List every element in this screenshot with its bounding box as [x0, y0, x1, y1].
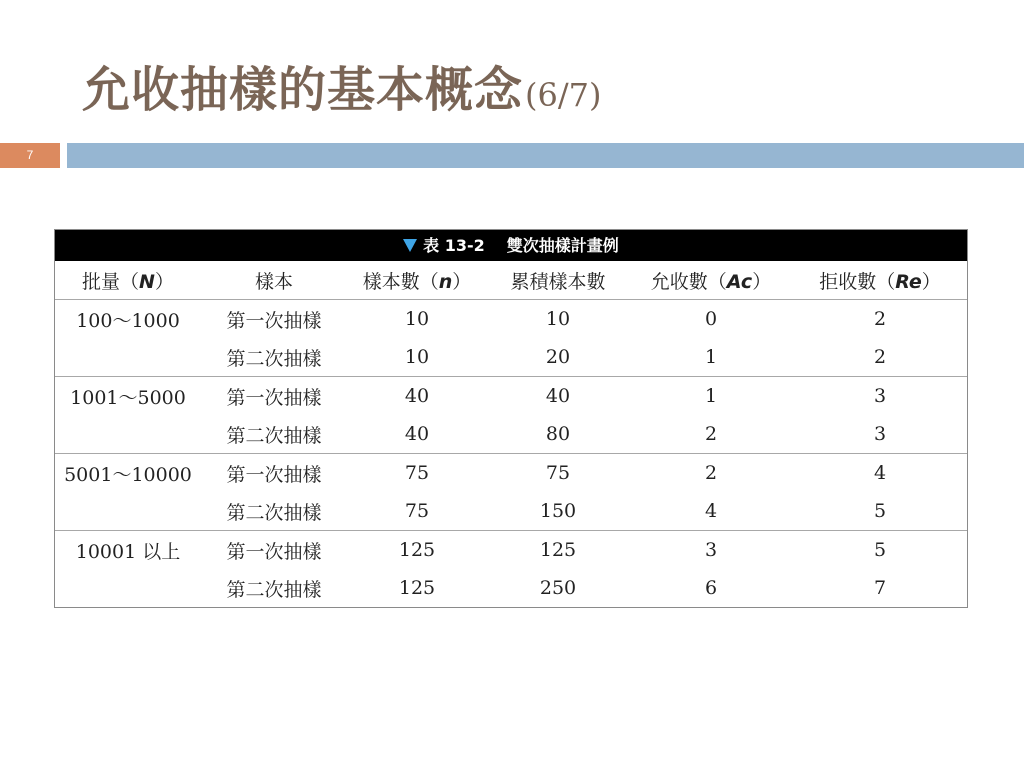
header-acceptance-number: [629, 261, 793, 300]
header-sample-size-close: ）: [452, 270, 472, 293]
cell-sample: 第一次抽樣: [226, 463, 322, 486]
header-lot-size-close: ）: [154, 270, 174, 293]
table-caption-label: 表 13-2: [423, 236, 485, 255]
header-sample: [201, 261, 347, 300]
cell-lot-size: 100～1000: [76, 309, 180, 332]
header-cumulative-sample-size: [487, 261, 629, 300]
cell-acceptance: 3: [704, 539, 718, 561]
cell-rejection: 2: [793, 338, 967, 377]
table-row: [55, 454, 967, 493]
title-divider-bar: [67, 143, 1024, 168]
header-sample-size: [347, 261, 487, 300]
table-row: [55, 492, 967, 531]
cell-sample: 第二次抽樣: [201, 492, 347, 531]
table-row: [55, 377, 967, 416]
slide-page-number: 7: [0, 143, 60, 168]
header-acceptance-number-close: ）: [752, 270, 772, 293]
table-row: [55, 415, 967, 454]
table-row: [55, 338, 967, 377]
table-caption: [55, 230, 967, 261]
header-lot-size: [55, 261, 201, 300]
header-rejection-number-text: 拒收數（: [819, 270, 896, 293]
header-sample-size-text: 樣本數（: [362, 270, 439, 293]
cell-sample: 第一次抽樣: [226, 309, 322, 332]
cell-sample: 第二次抽樣: [201, 338, 347, 377]
header-sample-text: 樣本: [254, 270, 293, 293]
cell-cumulative: 20: [487, 338, 629, 377]
cell-acceptance: 0: [704, 308, 718, 330]
cell-acceptance: 6: [704, 577, 718, 599]
cell-cumulative: 40: [545, 385, 571, 407]
cell-cumulative: 10: [545, 308, 571, 330]
cell-lot-size: [55, 338, 201, 377]
cell-sample: 第一次抽樣: [226, 386, 322, 409]
slide-title-suffix: (6/7): [525, 76, 602, 114]
header-lot-size-text: 批量（: [82, 270, 140, 293]
cell-sample-size: 125: [398, 539, 436, 561]
slide-title-main: 允收抽樣的基本概念: [82, 62, 524, 118]
table-row: [55, 300, 967, 339]
header-rejection-number-symbol: Re: [895, 270, 922, 293]
cell-lot-size: 5001～10000: [64, 463, 192, 486]
cell-rejection: 3: [873, 385, 887, 407]
table-row: [55, 531, 967, 570]
cell-acceptance: 2: [629, 415, 793, 454]
cell-sample-size: 75: [347, 492, 487, 531]
table-caption-title: 雙次抽樣計畫例: [506, 236, 619, 255]
cell-lot-size: 1001～5000: [70, 386, 186, 409]
cell-lot-size: 10001 以上: [75, 540, 181, 563]
cell-rejection: 3: [793, 415, 967, 454]
header-sample-size-symbol: n: [438, 270, 453, 293]
sampling-plan-table: [55, 261, 967, 607]
cell-cumulative: 75: [545, 462, 571, 484]
cell-cumulative: 150: [487, 492, 629, 531]
slide-title: [82, 50, 601, 130]
cell-sample-size: 10: [404, 308, 430, 330]
cell-sample: 第二次抽樣: [226, 578, 322, 601]
table-row: [55, 569, 967, 607]
cell-rejection: 4: [873, 462, 887, 484]
cell-rejection: 5: [793, 492, 967, 531]
cell-acceptance: 2: [704, 462, 718, 484]
header-lot-size-symbol: N: [139, 270, 155, 293]
cell-acceptance: 1: [704, 385, 718, 407]
cell-cumulative: 250: [539, 577, 577, 599]
cell-acceptance: 4: [629, 492, 793, 531]
cell-rejection: 2: [873, 308, 887, 330]
cell-sample-size: 125: [398, 577, 436, 599]
cell-acceptance: 1: [629, 338, 793, 377]
sampling-plan-table-container: [54, 229, 968, 608]
cell-lot-size: [55, 492, 201, 531]
cell-cumulative: 80: [487, 415, 629, 454]
cell-sample-size: 75: [404, 462, 430, 484]
cell-lot-size: [55, 569, 201, 607]
cell-sample: 第二次抽樣: [201, 415, 347, 454]
header-cumulative-sample-size-text: 累積樣本數: [510, 270, 606, 293]
header-acceptance-number-text: 允收數（: [650, 270, 727, 293]
table-header-row: [55, 261, 967, 300]
table-body: [55, 300, 967, 608]
cell-sample-size: 10: [347, 338, 487, 377]
cell-sample: 第一次抽樣: [226, 540, 322, 563]
cell-sample-size: 40: [347, 415, 487, 454]
cell-rejection: 5: [873, 539, 887, 561]
header-acceptance-number-symbol: Ac: [726, 270, 753, 293]
header-rejection-number: [793, 261, 967, 300]
header-rejection-number-close: ）: [921, 270, 941, 293]
cell-sample-size: 40: [404, 385, 430, 407]
cell-rejection: 7: [873, 577, 887, 599]
triangle-down-icon: [403, 239, 417, 252]
cell-lot-size: [55, 415, 201, 454]
cell-cumulative: 125: [539, 539, 577, 561]
